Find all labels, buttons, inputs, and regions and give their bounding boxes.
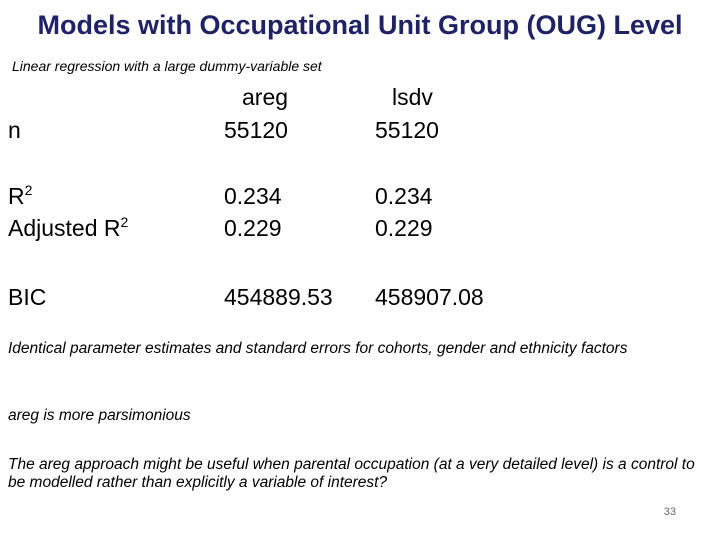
cell-r2-areg: 0.234 <box>224 183 282 209</box>
cell-bic-areg: 454889.53 <box>224 284 333 310</box>
row-label-adjusted-r2: Adjusted $R^2$ <box>8 214 129 241</box>
row-label-r2: $R^2$ <box>8 182 33 209</box>
cell-n-lsdv: 55120 <box>375 117 439 143</box>
adjusted-r2-superscript: 2 <box>120 214 129 230</box>
note-areg-approach: The areg approach might be useful when parental occupation (at a very detailed level) is a control to be modelled rather than explicitly a variable of interest? <box>8 456 695 491</box>
row-label-n: n <box>8 117 21 143</box>
note-areg-parsimonious: areg is more parsimonious <box>8 407 191 424</box>
note-identical-estimates: Identical parameter estimates and standard errors for cohorts, gender and ethnicity factors <box>8 340 628 357</box>
row-label-bic: BIC <box>8 284 47 310</box>
page-number: 33 <box>663 506 676 518</box>
slide-subtitle: Linear regression with a large dummy-variable set <box>12 58 322 74</box>
r2-superscript: 2 <box>24 182 33 198</box>
column-header-areg: areg <box>242 84 289 110</box>
column-header-lsdv: lsdv <box>392 84 433 110</box>
slide-title: Models with Occupational Unit Group (OUG) Level <box>37 10 683 40</box>
cell-bic-lsdv: 458907.08 <box>375 284 484 310</box>
cell-r2-lsdv: 0.234 <box>375 183 433 209</box>
cell-adjusted-r2-areg: 0.229 <box>224 215 282 241</box>
cell-n-areg: 55120 <box>224 117 288 143</box>
cell-adjusted-r2-lsdv: 0.229 <box>375 215 433 241</box>
